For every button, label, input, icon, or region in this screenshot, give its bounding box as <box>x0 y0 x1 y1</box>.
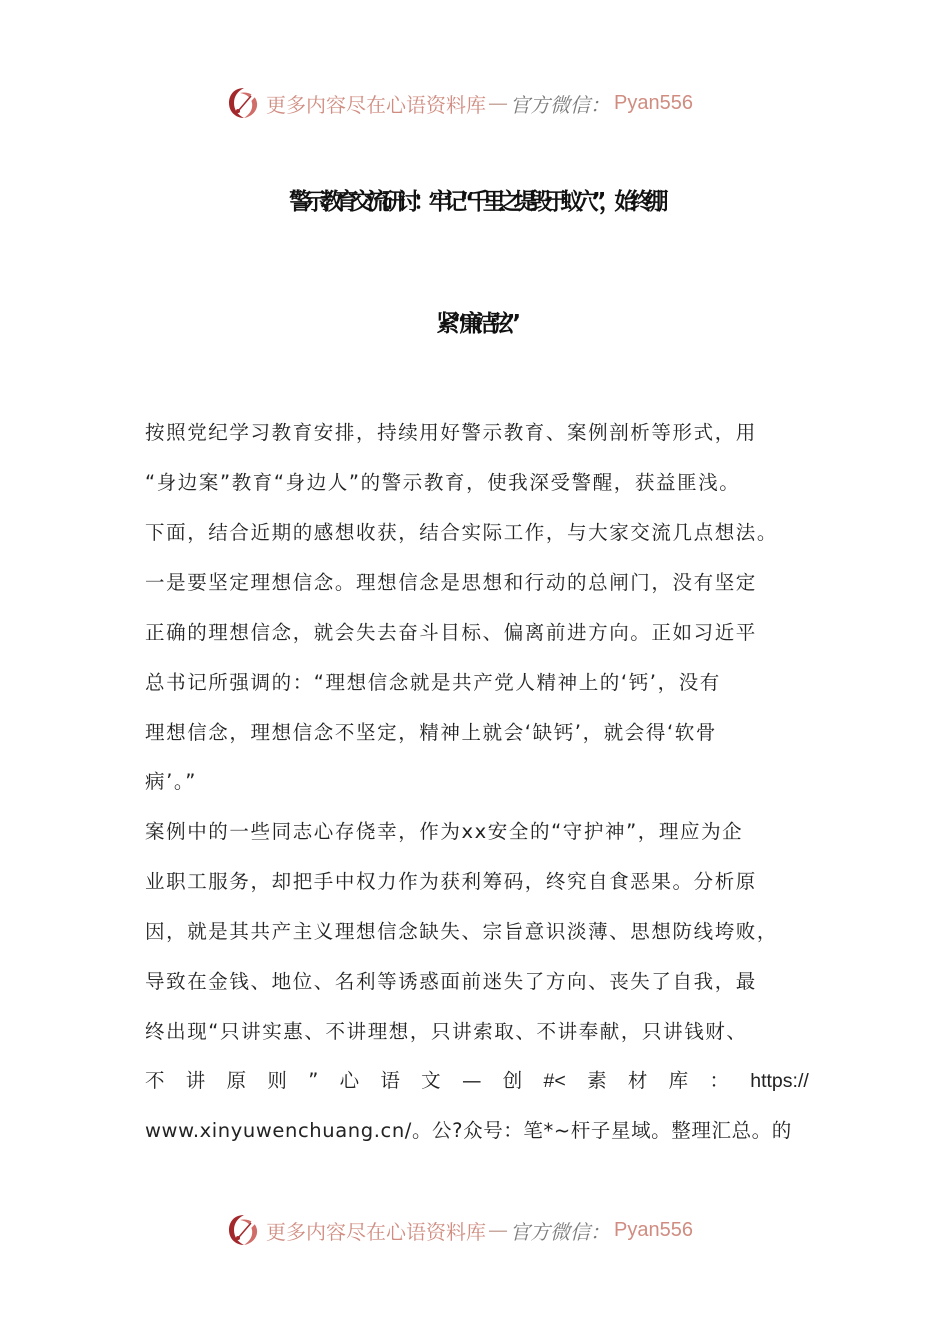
token: ” <box>308 1069 319 1092</box>
body-line: 按照党纪学习教育安排，持续用好警示教育、案例剖析等形式，用 <box>145 421 757 444</box>
body-line: 导致在金钱、地位、名利等诱惑面前迷失了方向、丧失了自我，最 <box>145 970 757 993</box>
token: 不 <box>145 1069 165 1092</box>
body-line-justified <box>145 1069 809 1093</box>
body-line-last: www.xinyuwenchuang.cn/。公?众号：笔*~杆子星域。整理汇总。的 <box>145 1119 792 1142</box>
quill-pen-logo-icon <box>226 85 262 121</box>
banner-slogan: 更多内容尽在心语资料库 <box>266 1219 486 1244</box>
token: 素 <box>587 1069 607 1092</box>
token: 原 <box>226 1069 247 1092</box>
token: 语 <box>380 1069 400 1092</box>
banner-wechat-id: Pyan556 <box>614 1218 693 1241</box>
banner-slogan: 更多内容尽在心语资料库 <box>266 92 486 117</box>
body-line: 终出现“只讲实惠、不讲理想，只讲索取、不讲奉献，只讲钱财、 <box>145 1020 748 1043</box>
token: — <box>461 1069 482 1092</box>
quill-pen-logo-icon <box>226 1212 262 1248</box>
token: 则 <box>267 1069 287 1092</box>
url-token: https:// <box>750 1070 809 1092</box>
body-line: 总书记所强调的：“理想信念就是共产党人精神上的‘钙’，没有 <box>145 671 721 694</box>
token: 材 <box>627 1069 648 1092</box>
document-title-line-2: 紧“廉洁弦” <box>436 311 514 337</box>
body-line: 理想信念，理想信念不坚定，精神上就会‘缺钙’，就会得‘软骨 <box>145 721 717 744</box>
banner-wechat-label: 官方微信： <box>510 92 610 117</box>
token: 库 <box>668 1069 689 1092</box>
body-line: “身边案”教育“身边人”的警示教育，使我深受警醒，获益匪浅。 <box>145 471 741 494</box>
body-line: 下面，结合近期的感想收获，结合实际工作，与大家交流几点想法。 <box>145 521 779 544</box>
header-watermark-banner <box>226 83 726 123</box>
body-line: 业职工服务，却把手中权力作为获利筹码，终究自食恶果。分析原 <box>145 870 757 893</box>
token: 心 <box>339 1069 360 1092</box>
token: 讲 <box>185 1069 206 1092</box>
banner-wechat-id: Pyan556 <box>614 91 693 114</box>
body-line: 病’。” <box>145 770 197 793</box>
footer-watermark-banner <box>226 1210 726 1250</box>
token: #< <box>543 1070 566 1092</box>
token: ： <box>709 1069 729 1092</box>
banner-dash: — <box>488 1218 508 1242</box>
body-line: 案例中的一些同志心存侥幸，作为xx安全的“守护神”，理应为企 <box>145 820 744 843</box>
body-line: 正确的理想信念，就会失去奋斗目标、偏离前进方向。正如习近平 <box>145 621 757 644</box>
banner-dash: — <box>488 91 508 115</box>
banner-wechat-label: 官方微信： <box>510 1219 610 1244</box>
document-title-line-1: 警示教育交流研讨：牢记“千里之堤毁于蚁穴”，始终绷 <box>289 189 661 215</box>
body-line: 一是要坚定理想信念。理想信念是思想和行动的总闸门，没有坚定 <box>145 571 757 594</box>
token: 创 <box>502 1069 523 1092</box>
body-line: 因，就是其共产主义理想信念缺失、宗旨意识淡薄、思想防线垮败， <box>145 920 779 943</box>
token: 文 <box>421 1069 441 1092</box>
